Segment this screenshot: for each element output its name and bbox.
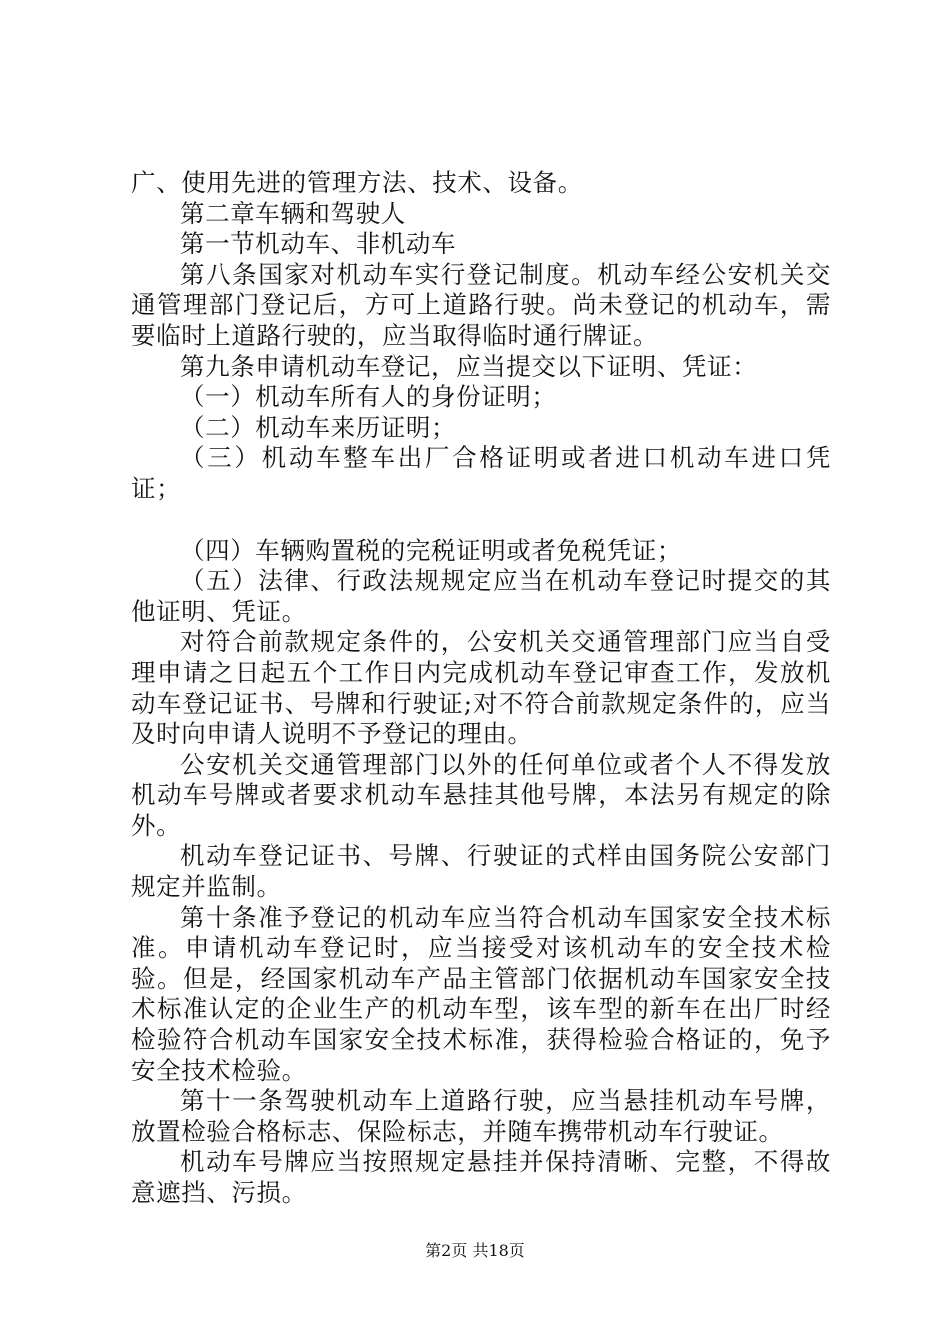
article-9-item-2: （二）机动车来历证明； <box>180 412 457 442</box>
section-heading: 第一节机动车、非机动车 <box>180 229 457 259</box>
article-8: 第八条国家对机动车实行登记制度。机动车经公安机关交通管理部门登记后，方可上道路行驶。尚未登记的机动车，需要临时上道路行驶的，应当取得临时通行牌证。 <box>131 259 831 350</box>
page-number-footer: 第2页 共18页 <box>425 1241 525 1260</box>
article-9-document-format: 机动车登记证书、号牌、行驶证的式样由国务院公安部门规定并监制。 <box>131 841 831 902</box>
blank-line <box>131 505 831 536</box>
article-9-item-4: （四）车辆购置税的完税证明或者免税凭证； <box>180 535 682 565</box>
chapter-heading: 第二章车辆和驾驶人 <box>180 198 406 228</box>
article-11-plate-display: 机动车号牌应当按照规定悬挂并保持清晰、完整，不得故意遮挡、污损。 <box>131 1147 831 1207</box>
article-9-item-5: （五）法律、行政法规规定应当在机动车登记时提交的其他证明、凭证。 <box>131 566 831 626</box>
article-11: 第十一条驾驶机动车上道路行驶，应当悬挂机动车号牌，放置检验合格标志、保险标志，并随车携带机动车行驶证。 <box>131 1086 831 1146</box>
paragraph-continuation: 广、使用先进的管理方法、技术、设备。 <box>131 168 583 197</box>
article-9-plate-restriction: 公安机关交通管理部门以外的任何单位或者个人不得发放机动车号牌或者要求机动车悬挂其他号牌，本法另有规定的除外。 <box>131 749 831 840</box>
article-9: 第九条申请机动车登记，应当提交以下证明、凭证： <box>180 351 758 381</box>
article-10: 第十条准予登记的机动车应当符合机动车国家安全技术标准。申请机动车登记时，应当接受对该机动车的安全技术检验。但是，经国家机动车产品主管部门依据机动车国家安全技术标准认定的企业生产的机动车型，该车型的新车在出厂时经检验符合机动车国家安全技术标准，获得检验合格证的，免予安全技术检验。 <box>131 902 831 1085</box>
article-9-item-1: （一）机动车所有人的身份证明； <box>180 382 557 412</box>
document-body <box>131 168 831 1209</box>
article-9-registration-review: 对符合前款规定条件的，公安机关交通管理部门应当自受理申请之日起五个工作日内完成机动车登记审查工作，发放机动车登记证书、号牌和行驶证;对不符合前款规定条件的，应当及时向申请人说明不予登记的理由。 <box>131 627 831 749</box>
article-9-item-3: （三）机动车整车出厂合格证明或者进口机动车进口凭证； <box>131 443 831 503</box>
